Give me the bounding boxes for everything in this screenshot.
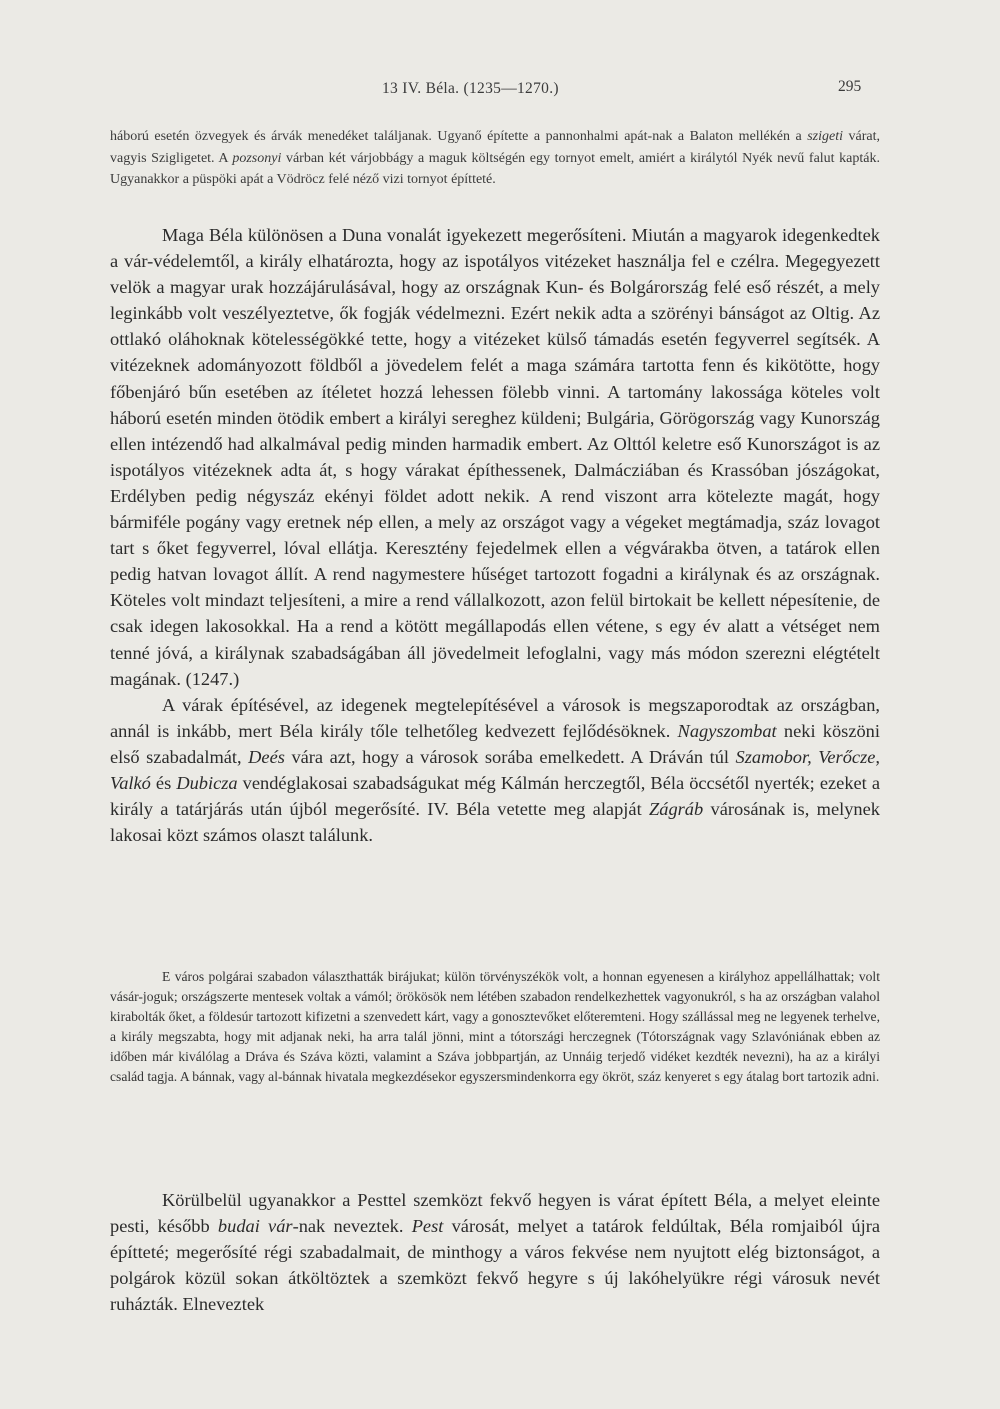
text-run: háború esetén özvegyek és árvák menedéket találjanak. Ugyanő építette a pannonhalmi apát- bbox=[110, 129, 653, 144]
text-run: városának is, melynek lakosai közt számos olaszt találunk. bbox=[110, 799, 880, 846]
text-run: A várak építésével, az idegenek megtelepítésével a városok is megszaporodtak az országban, annál is inkább, mert Béla király tőle telhetőleg kedvezett fejlődésöknek. bbox=[110, 694, 880, 741]
italic-place-name: Szamobor, Verőcze, Valkó bbox=[110, 746, 880, 793]
italic-place-name: budai vár bbox=[217, 1216, 293, 1236]
paragraph-buda bbox=[110, 1187, 880, 1317]
text-run: -nak neveztek. bbox=[292, 1216, 412, 1236]
italic-place-name: pozsonyi bbox=[232, 150, 282, 166]
small-print-note bbox=[110, 967, 880, 1088]
main-text-continued bbox=[110, 1187, 880, 1317]
italic-place-name: Pest bbox=[411, 1216, 444, 1236]
italic-place-name: szigeti bbox=[807, 129, 843, 144]
paragraph-duna: Maga Béla különösen a Duna vonalát igyekezett megerősíteni. Miután a magyarok idegenkedtek a vár-védelemtől, a király elhatározta, hogy az ispotályos vitézeket használja fel e czélra. Megegyezett velök a magyar urak hozzájárulásával, hogy az országnak Kun- és Bolgárország felé eső részét, a mely leginkább volt veszélyeztetve, ők fogják védelmezni. Ezért nekik adta a szörényi bánságot az Oltig. Az ottlakó oláhoknak kötelességökké tette, hogy a vitézeket külső támadás esetén fegyverrel segítsék. A vitézeknek adományozott földből a jövedelem felét a maga számára tartotta fenn és kikötötte, hogy főbenjáró bűn esetében az ítéletet hozzá lehessen fölebb vinni. A tartomány lakossága köteles volt háború esetén minden ötödik embert a királyi sereghez küldeni; Bulgária, Görögország vagy Kunország ellen intézendő had alkalmával pedig minden harmadik embert. Az Olttól keletre eső Kunországot is az ispotályos vitézeknek adta át, s hogy várakat építhessenek, Dalmácziában és Krassóban jószágokat, Erdélyben pedig négyszáz ekényi földet adott nekik. A rend viszont arra kötelezte magát, hogy bármiféle pogány vagy eretnek nép ellen, a mely az országot vagy a végeket megtámadja, száz lovagot tart s őket fegyverrel, lóval ellátja. Keresztény fejedelmek ellen a végvárakba ötven, a tatárok ellen pedig hatvan lovagot állít. A rend nagymestere hűséget tartozott fogadni a királynak és az országnak. Köteles volt mindazt teljesíteni, a mire a rend vállalkozott, azon felül birtokait be kellett népesítenie, de csak idegen lakosokkal. Ha a rend a kötött megállapodás ellen vétene, s egy év alatt a vétséget nem tenné jóvá, a királynak szabadságában áll jövedelmeit lefoglalni, vagy más módon szerezni elégtételt magának. (1247.) bbox=[110, 225, 880, 689]
note-paragraph: E város polgárai szabadon választhatták birájukat; külön törvényszékök volt, a honnan egyenesen a királyhoz appellálhattak; volt vásár-joguk; országszerte mentesek voltak a vámól; örökösök nem létében szabadon rendelkezhettek vagyonukról, s ha az országban valahol kirabolták őket, a földesúr tartozott kifizetni a szenvedett kárt, vagy a gonosztevőket előteremteni. Hogy szállással meg ne legyenek terhelve, a király megszabta, hogy mit adjanak neki, ha arra talál jönni, mint a tótországi herczegnek (Tótországnak vagy Szlavóniának ebben az időben már kiválólag a Dráva és Száva közti, valamint a Száva jobbpartján, az Unnáig terjedő vidéket kezdték nevezni), ha az a királyi család tagja. A bánnak, vagy al-bánnak hivatala megkezdésekor egyszersmindenkorra egy ökröt, száz kenyeret s egy átalag bort tartozik adni. bbox=[110, 969, 880, 1085]
running-title: 13 IV. Béla. (1235—1270.) bbox=[382, 80, 559, 97]
text-run: vára azt, hogy a városok sorába emelkedett. A Dráván túl bbox=[284, 746, 736, 767]
text-run: várat, vagyis Szigligetet. A bbox=[110, 129, 880, 166]
text-run: nak a Balaton mellékén a bbox=[652, 129, 808, 144]
text-run: és bbox=[150, 772, 177, 793]
text-run: várban két várjobbágy a maguk költségén egy tornyot emelt, amiért a királytól Nyék nevű falut kapták. Ugyanakkor a püspöki apát a Vödröcz felé néző vizi tornyot építteté. bbox=[110, 150, 880, 187]
text-run: városát, melyet a tatárok feldúltak, Béla romjaiból újra építteté; megerősíté régi szabadalmait, de minthogy a város fekvése nem nyujtott elég biztonságot, a polgárok közül sokan átköltöztek a szemközt fekvő hegyre s új lakóhelyükre régi városuk nevét ruházták. Elneveztek bbox=[110, 1216, 880, 1314]
main-text bbox=[110, 222, 880, 848]
text-run: neki köszöni első szabadalmát, bbox=[110, 720, 880, 767]
text-run: vendéglakosai szabadságukat még Kálmán herczegtől, Béla öccsétől nyerték; ezeket a király a tatárjárás után újból megerősíté. IV. Béla vetette meg alapját bbox=[110, 772, 881, 820]
italic-place-name: Nagyszombat bbox=[677, 720, 777, 741]
continued-small-paragraph bbox=[110, 126, 880, 191]
italic-place-name: Zágráb bbox=[649, 799, 704, 820]
page-header bbox=[0, 76, 1000, 102]
text-run: Körülbelül ugyanakkor a Pesttel szemközt fekvő hegyen is várat épített Béla, a melyet eleinte pesti, később bbox=[110, 1190, 880, 1236]
page-number: 295 bbox=[838, 78, 862, 95]
paragraph-varosok bbox=[110, 692, 880, 849]
italic-place-name: Dubicza bbox=[176, 772, 238, 793]
italic-place-name: Deés bbox=[248, 746, 285, 767]
